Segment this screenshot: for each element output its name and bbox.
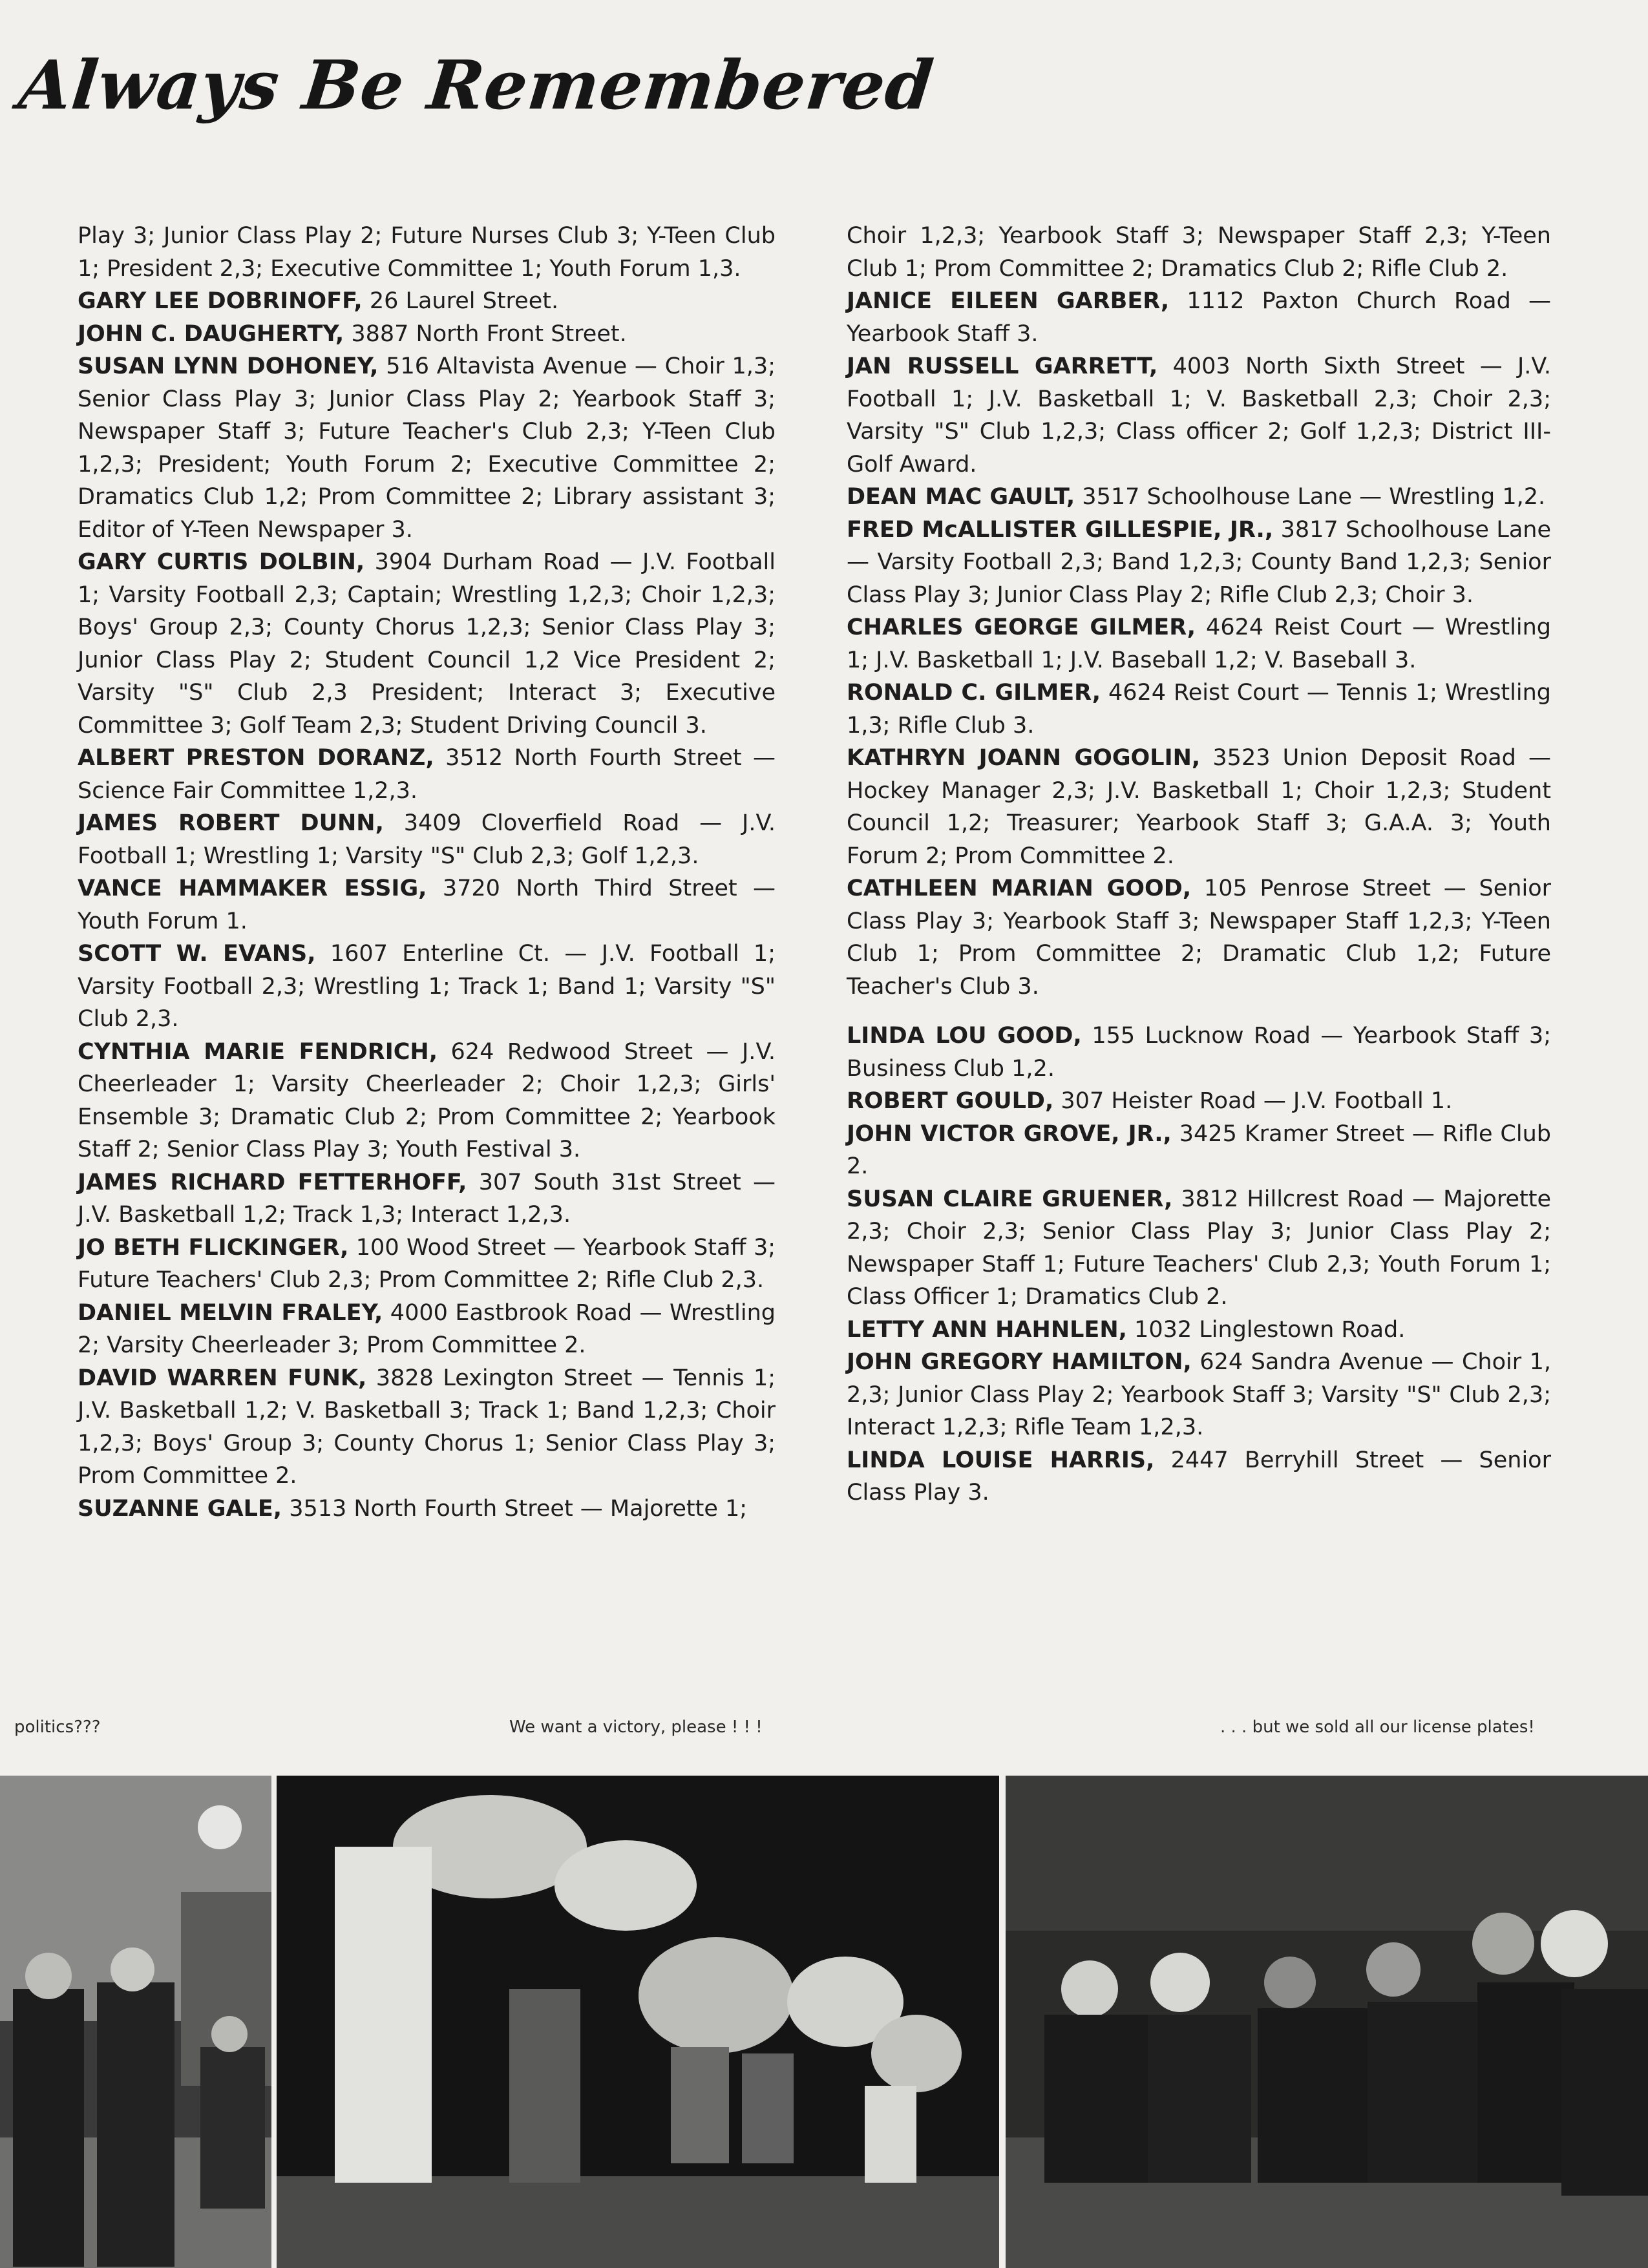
student-details: 307 Heister Road — J.V. Football 1.: [1053, 1088, 1453, 1114]
list-item: [847, 514, 1551, 612]
student-details: 105 Penrose Street — Senior Class Play 3; Yearbook Staff 3; Newspaper Staff 1,2,3; Y-Teen Club 1; Prom Committee 2; Dramatic Club 1,2; Future Teacher's Club 3.: [847, 876, 1551, 1000]
list-item: [78, 1297, 776, 1362]
student-details: 3904 Durham Road — J.V. Football 1; Varsity Football 2,3; Captain; Wrestling 1,2,3; Choir 1,2,3; Boys' Group 2,3; County Chorus 1,2,3; Senior Class Play 3; Junior Class Play 2; Student Council 1,2 Vice President 2; Varsity "S" Club 2,3 President; Interact 3; Executive Committee 3; Golf Team 2,3; Student Driving Council 3.: [78, 549, 776, 739]
student-details: 4624 Reist Court — Wrestling 1; J.V. Basketball 1; J.V. Baseball 1,2; V. Baseball 3.: [847, 614, 1551, 673]
list-item: [847, 1314, 1551, 1347]
photo-cheerleaders: [277, 1776, 999, 2268]
student-details: 516 Altavista Avenue — Choir 1,3; Senior Class Play 3; Junior Class Play 2; Yearbook Staff 3; Newspaper Staff 3; Future Teacher's Club 2,3; Y-Teen Club 1,2,3; President; Youth Forum 2; Executive Committee 2; Dramatics Club 1,2; Prom Committee 2; Library assistant 3; Editor of Y-Teen Newspaper 3.: [78, 353, 776, 543]
list-item: [847, 1183, 1551, 1314]
list-item: [847, 1085, 1551, 1118]
photo-football-bench: [1006, 1776, 1648, 2268]
list-item: [78, 1493, 776, 1526]
student-details: 3828 Lexington Street — Tennis 1; J.V. Basketball 1,2; V. Basketball 3; Track 1; Band 1,2,3; Choir 1,2,3; Boys' Group 3; County Chorus 1; Senior Class Play 3; Prom Committee 2.: [78, 1365, 776, 1489]
list-item: [847, 220, 1551, 285]
left-column: [78, 220, 776, 1525]
student-details: 155 Lucknow Road — Yearbook Staff 3; Business Club 1,2.: [847, 1023, 1551, 1082]
list-item: [78, 938, 776, 1036]
caption-license-plates: . . . but we sold all our license plates!: [1220, 1717, 1535, 1737]
student-details: 3817 Schoolhouse Lane — Varsity Football 2,3; Band 1,2,3; County Band 1,2,3; Senior Class Play 3; Junior Class Play 2; Rifle Club 2,3; Choir 3.: [847, 516, 1551, 608]
student-details: 3512 North Fourth Street — Science Fair Committee 1,2,3.: [78, 745, 776, 804]
student-name: DANIEL MELVIN FRALEY,: [78, 1299, 383, 1326]
student-details: 307 South 31st Street — J.V. Basketball 1,2; Track 1,3; Interact 1,2,3.: [78, 1169, 776, 1228]
list-item: [847, 481, 1551, 514]
student-details: Play 3; Junior Class Play 2; Future Nurses Club 3; Y-Teen Club 1; President 2,3; Executive Committee 1; Youth Forum 1,3.: [78, 223, 776, 282]
student-name: JAMES ROBERT DUNN,: [78, 810, 384, 836]
student-name: ALBERT PRESTON DORANZ,: [78, 745, 434, 771]
student-name: GARY LEE DOBRINOFF,: [78, 288, 363, 314]
list-item: [847, 872, 1551, 1003]
student-details: 3812 Hillcrest Road — Majorette 2,3; Choir 2,3; Senior Class Play 3; Junior Class Play 2; Newspaper Staff 1; Future Teachers' Club 2,3; Youth Forum 1; Class Officer 1; Dramatics Club 2.: [847, 1186, 1551, 1310]
student-name: LINDA LOU GOOD,: [847, 1023, 1082, 1049]
student-details: 3513 North Fourth Street — Majorette 1;: [282, 1495, 748, 1522]
student-name: JAMES RICHARD FETTERHOFF,: [78, 1169, 467, 1195]
caption-politics: politics???: [14, 1717, 101, 1737]
student-details: 624 Sandra Avenue — Choir 1, 2,3; Junior Class Play 2; Yearbook Staff 3; Varsity "S" Club 2,3; Interact 1,2,3; Rifle Team 1,2,3.: [847, 1349, 1551, 1440]
student-name: DAVID WARREN FUNK,: [78, 1365, 367, 1391]
student-details: 1032 Linglestown Road.: [1126, 1316, 1406, 1343]
student-name: JO BETH FLICKINGER,: [78, 1234, 349, 1261]
student-name: CATHLEEN MARIAN GOOD,: [847, 876, 1192, 901]
student-name: SUZANNE GALE,: [78, 1495, 282, 1522]
list-item: [847, 611, 1551, 677]
list-item: [78, 1232, 776, 1297]
student-details: 3409 Cloverfield Road — J.V. Football 1; Wrestling 1; Varsity "S" Club 2,3; Golf 1,2,3.: [78, 810, 776, 869]
student-name: JOHN C. DAUGHERTY,: [78, 320, 344, 347]
list-item: [78, 318, 776, 351]
student-name: JOHN VICTOR GROVE, JR.,: [847, 1120, 1172, 1147]
student-name: FRED McALLISTER GILLESPIE, JR.,: [847, 516, 1274, 543]
right-column: [847, 220, 1551, 1509]
student-details: 2447 Berryhill Street — Senior Class Play 3.: [847, 1447, 1551, 1506]
student-name: VANCE HAMMAKER ESSIG,: [78, 876, 427, 901]
list-item: [78, 220, 776, 285]
list-item: [847, 285, 1551, 350]
list-item: [78, 350, 776, 546]
student-name: DEAN MAC GAULT,: [847, 484, 1075, 510]
list-item: [847, 1118, 1551, 1183]
student-name: CYNTHIA MARIE FENDRICH,: [78, 1038, 438, 1065]
list-item: [847, 1346, 1551, 1444]
list-item: [78, 285, 776, 318]
student-name: JOHN GREGORY HAMILTON,: [847, 1349, 1192, 1375]
student-details: 4624 Reist Court — Tennis 1; Wrestling 1,3; Rifle Club 3.: [847, 680, 1551, 739]
caption-victory: We want a victory, please ! ! !: [509, 1717, 763, 1737]
student-details: 3720 North Third Street — Youth Forum 1.: [78, 876, 776, 934]
list-item: [78, 872, 776, 938]
student-name: GARY CURTIS DOLBIN,: [78, 549, 365, 575]
student-details: 624 Redwood Street — J.V. Cheerleader 1; Varsity Cheerleader 2; Choir 1,2,3; Girls' Ensemble 3; Dramatic Club 2; Prom Committee 2; Yearbook Staff 2; Senior Class Play 3; Youth Festival 3.: [78, 1038, 776, 1162]
list-item: [847, 1020, 1551, 1085]
student-details: 100 Wood Street — Yearbook Staff 3; Future Teachers' Club 2,3; Prom Committee 2; Rifle Club 2,3.: [78, 1234, 776, 1293]
student-name: LETTY ANN HAHNLEN,: [847, 1316, 1127, 1343]
student-name: SUSAN LYNN DOHONEY,: [78, 353, 379, 379]
student-name: KATHRYN JOANN GOGOLIN,: [847, 745, 1201, 771]
list-item: [847, 677, 1551, 742]
student-name: ROBERT GOULD,: [847, 1088, 1054, 1114]
student-details: 3517 Schoolhouse Lane — Wrestling 1,2.: [1075, 484, 1546, 510]
student-details: 1112 Paxton Church Road — Yearbook Staff 3.: [847, 288, 1552, 347]
student-details: 1607 Enterline Ct. — J.V. Football 1; Varsity Football 2,3; Wrestling 1; Track 1; Band 1; Varsity "S" Club 2,3.: [78, 941, 776, 1032]
list-item: [847, 742, 1551, 872]
student-details: 4003 North Sixth Street — J.V. Football 1; J.V. Basketball 1; V. Basketball 2,3; Choir 2,3; Varsity "S" Club 1,2,3; Class officer 2; Golf 1,2,3; District III-Golf Award.: [847, 353, 1551, 478]
page-title: Always Be Remembered: [15, 45, 938, 125]
student-details: 26 Laurel Street.: [362, 288, 559, 314]
student-name: RONALD C. GILMER,: [847, 680, 1101, 706]
list-item: [78, 807, 776, 872]
student-details: 3523 Union Deposit Road — Hockey Manager 2,3; J.V. Basketball 1; Choir 1,2,3; Student Council 1,2; Treasurer; Yearbook Staff 3; G.A.A. 3; Youth Forum 2; Prom Committee 2.: [847, 745, 1551, 869]
student-name: LINDA LOUISE HARRIS,: [847, 1447, 1155, 1473]
list-item: [847, 350, 1551, 481]
list-item: [78, 1362, 776, 1493]
list-item: [78, 1166, 776, 1232]
student-details: 4000 Eastbrook Road — Wrestling 2; Varsity Cheerleader 3; Prom Committee 2.: [78, 1299, 776, 1358]
student-name: SUSAN CLAIRE GRUENER,: [847, 1186, 1173, 1212]
list-item: [78, 546, 776, 742]
list-item: [78, 1036, 776, 1166]
photo-gathering: [0, 1776, 271, 2268]
student-details: 3887 North Front Street.: [344, 320, 627, 347]
list-item: [78, 742, 776, 807]
student-details: 3425 Kramer Street — Rifle Club 2.: [847, 1120, 1551, 1179]
student-details: Choir 1,2,3; Yearbook Staff 3; Newspaper Staff 2,3; Y-Teen Club 1; Prom Committee 2; Dramatics Club 2; Rifle Club 2.: [847, 223, 1551, 282]
student-name: SCOTT W. EVANS,: [78, 941, 316, 967]
student-name: JAN RUSSELL GARRETT,: [847, 353, 1158, 379]
student-name: CHARLES GEORGE GILMER,: [847, 614, 1196, 640]
list-item: [847, 1444, 1551, 1509]
student-name: JANICE EILEEN GARBER,: [847, 288, 1170, 314]
